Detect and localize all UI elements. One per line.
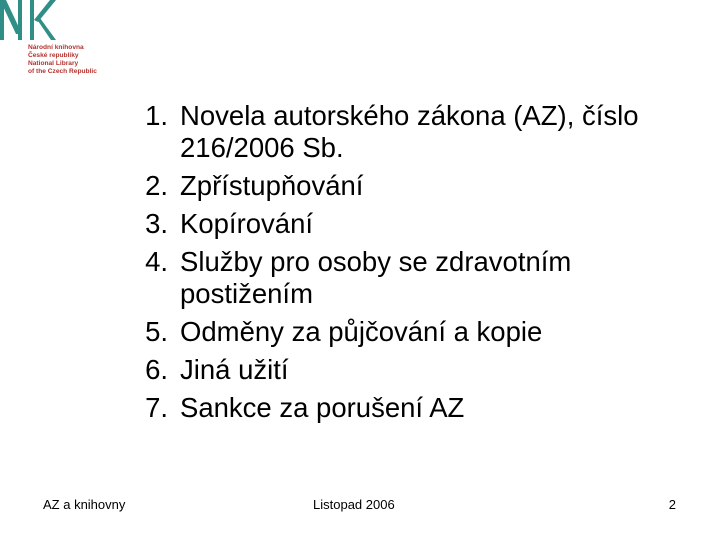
list-item-number: 5. <box>145 316 168 347</box>
list-item <box>122 354 702 386</box>
list-item-number: 7. <box>145 392 168 423</box>
list-item-number: 2. <box>145 170 168 201</box>
nk-logo-text <box>28 44 118 76</box>
list-item <box>122 246 702 310</box>
footer-date: Listopad 2006 <box>313 497 395 512</box>
logo-line: of the Czech Republic <box>28 68 97 75</box>
list-item-text: Služby pro osoby se zdravotním postižením <box>180 246 572 309</box>
list-item-text: Sankce za porušení AZ <box>180 392 465 423</box>
list-item-number: 6. <box>145 354 168 385</box>
nk-logo-mark <box>0 0 56 40</box>
logo-line: Národní knihovna <box>28 44 84 51</box>
footer-page-number: 2 <box>668 497 676 512</box>
footer-presentation-title: AZ a knihovny <box>43 497 126 512</box>
list-item <box>122 100 702 164</box>
list-item <box>122 392 702 424</box>
logo-line: České republiky <box>28 52 79 59</box>
list-item <box>122 170 702 202</box>
list-item-number: 4. <box>145 246 168 277</box>
nk-logo <box>0 0 110 82</box>
list-item <box>122 316 702 348</box>
logo-line: National Library <box>28 60 79 67</box>
list-item-text: Zpřístupňování <box>180 170 364 201</box>
list-item-number: 3. <box>145 208 168 239</box>
list-item-text: Novela autorského zákona (AZ), číslo 216/2006 Sb. <box>180 100 639 163</box>
list-item-text: Kopírování <box>180 208 314 239</box>
list-item <box>122 208 702 240</box>
list-item-text: Odměny za půjčování a kopie <box>180 316 543 347</box>
numbered-list <box>122 100 702 430</box>
list-item-number: 1. <box>145 100 168 131</box>
list-item-text: Jiná užití <box>180 354 289 385</box>
